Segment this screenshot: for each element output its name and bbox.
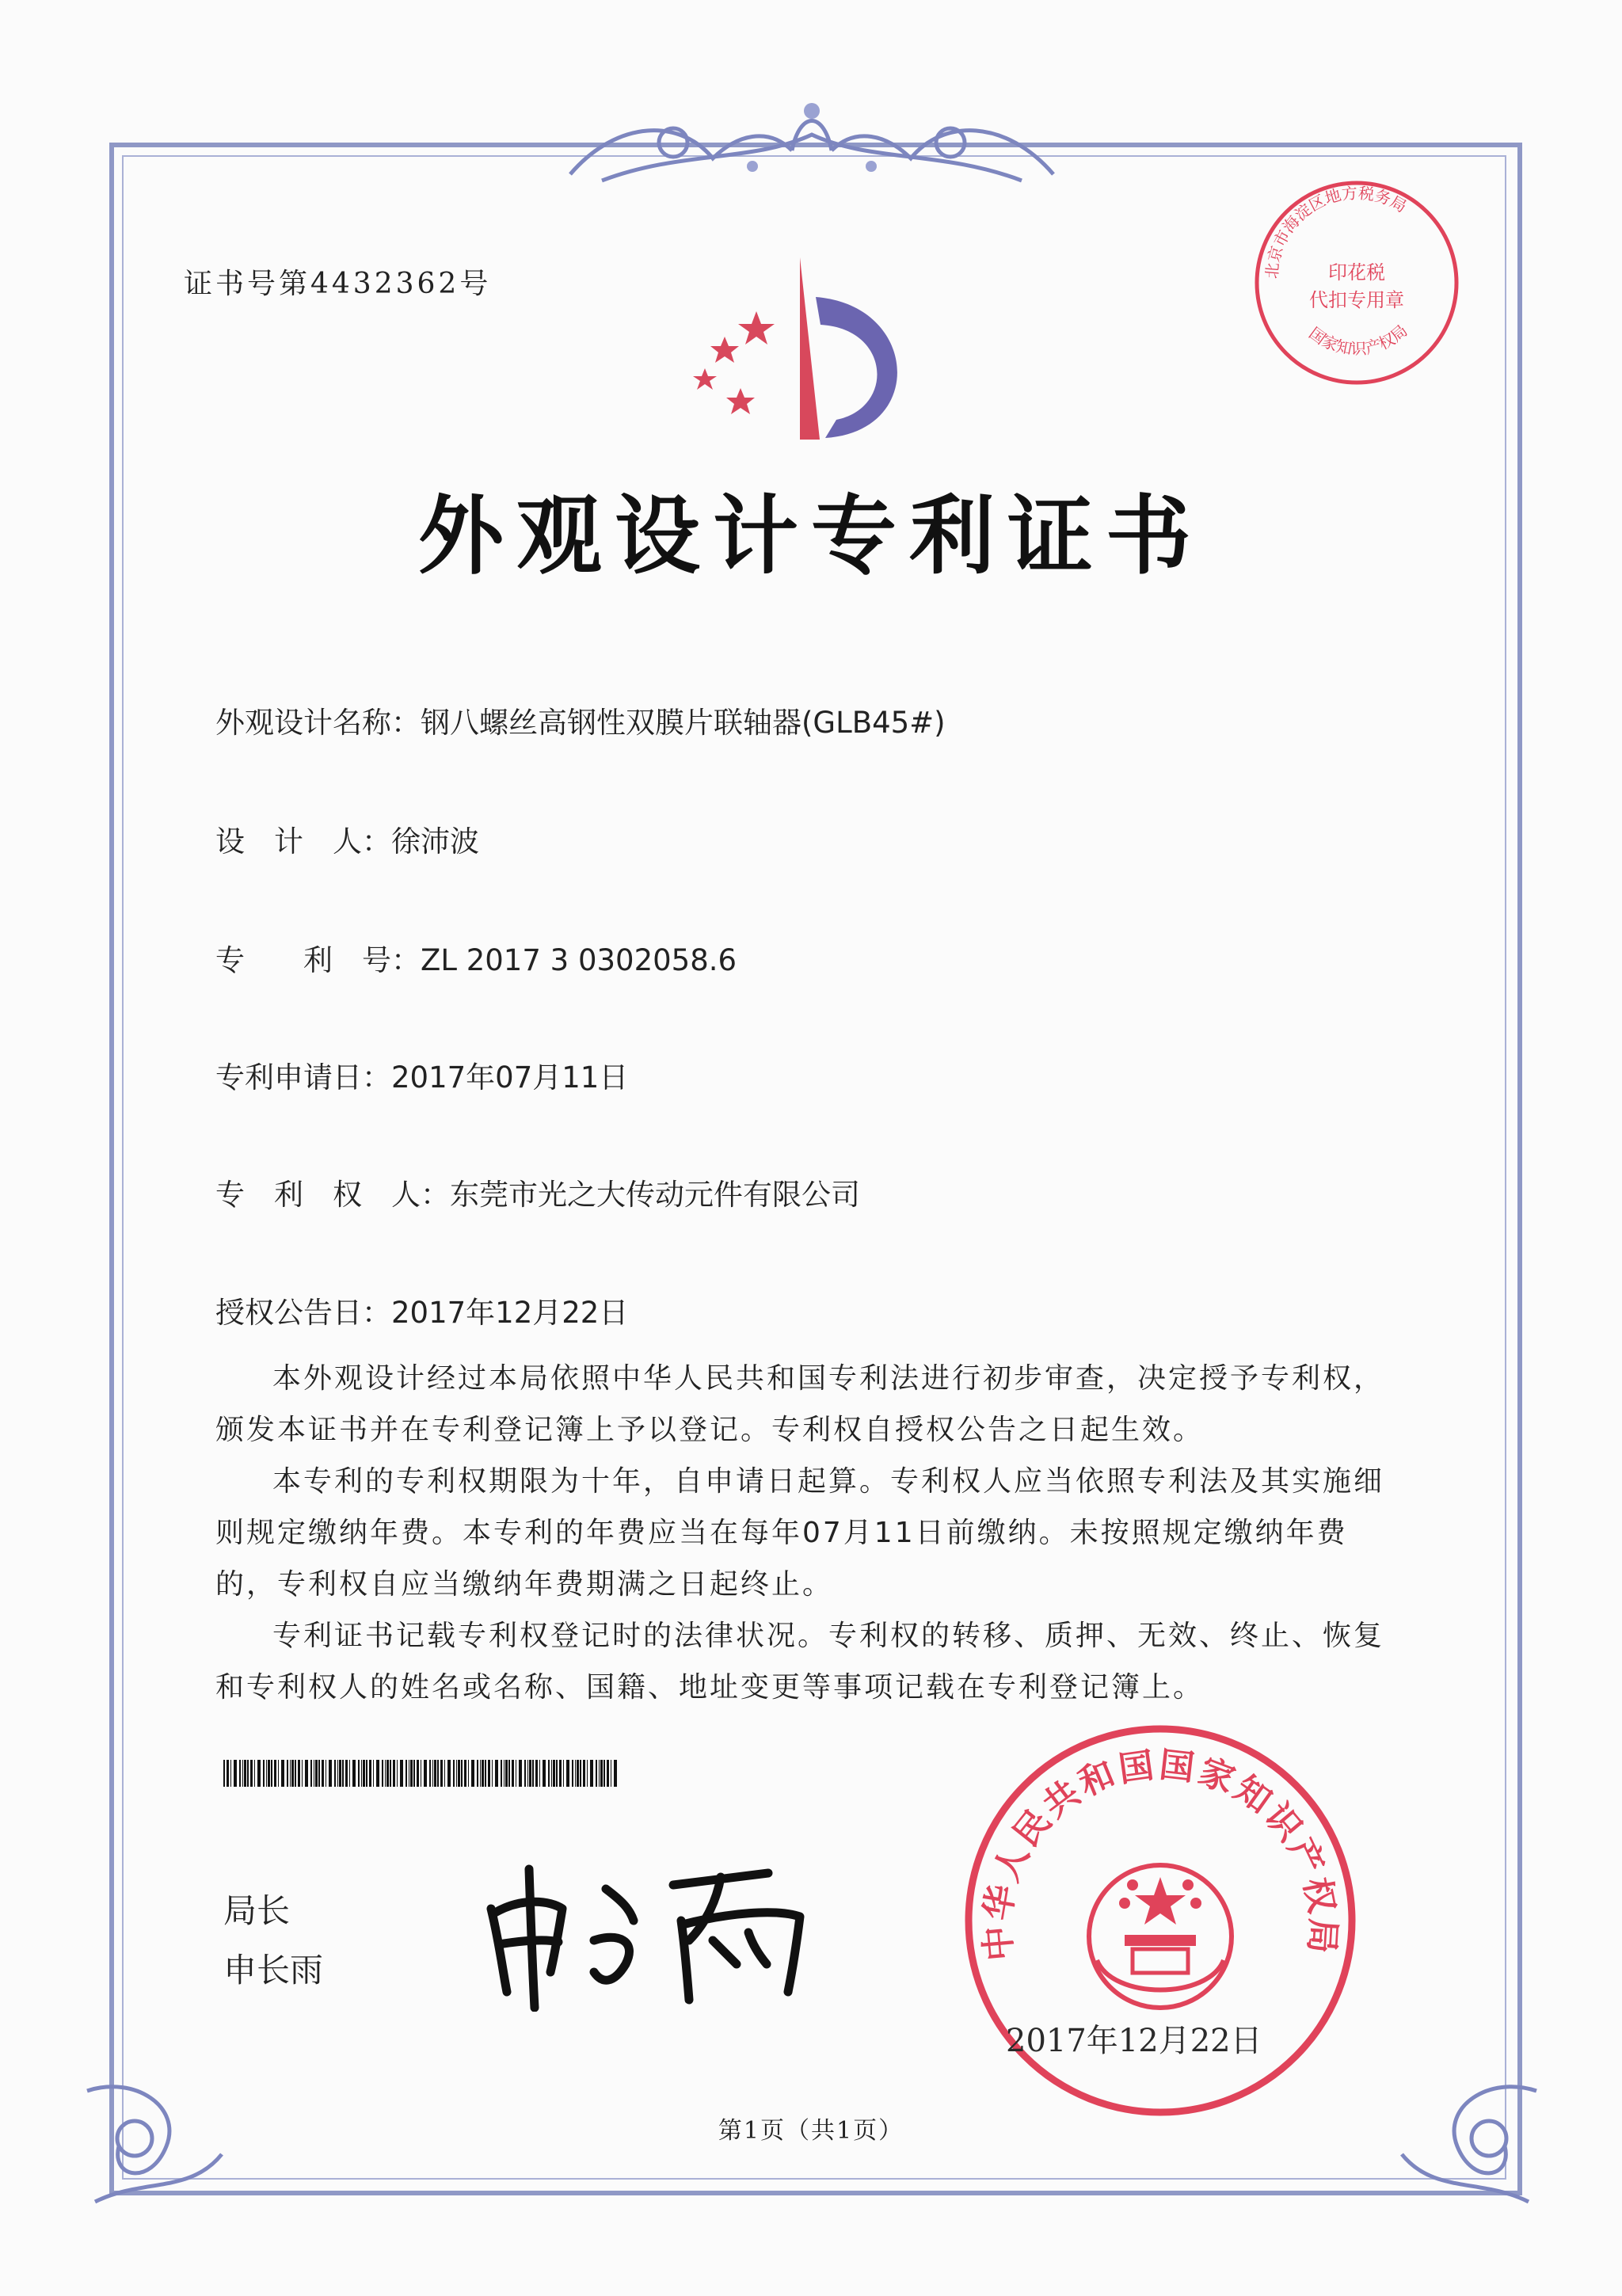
barcode-bar [553, 1760, 555, 1787]
barcode-bar [295, 1760, 296, 1787]
barcode-bar [492, 1760, 493, 1787]
certificate-title: 外观设计专利证书 [417, 487, 1204, 586]
barcode-bar [461, 1760, 463, 1787]
barcode-bar [508, 1760, 510, 1787]
barcode-bar [596, 1760, 597, 1787]
barcode-bar [337, 1760, 338, 1787]
barcode-bar [512, 1760, 514, 1787]
barcode-bar [471, 1760, 474, 1787]
application-date-value: 2017年07月11日 [391, 1060, 629, 1095]
barcode-bar [257, 1760, 261, 1787]
barcode-bar [437, 1760, 439, 1787]
patent-number-label: 专 利 号： [215, 943, 421, 977]
body-paragraph-3: 专利证书记载专利权登记时的法律状况。专利权的转移、质押、无效、终止、恢复和专利权人的姓名或名称、国籍、地址变更等事项记载在专利登记簿上。 [215, 1620, 1385, 1704]
barcode-bar [239, 1760, 241, 1787]
page-indicator: 第1页（共1页） [718, 2117, 904, 2145]
barcode-bar [322, 1760, 324, 1787]
barcode-bar [453, 1760, 455, 1787]
body-paragraph-1: 本外观设计经过本局依照中华人民共和国专利法进行初步审查，决定授予专利权，颁发本证书并在专利登记簿上予以登记。专利权自授权公告之日起生效。 [215, 1362, 1385, 1446]
barcode-bar [230, 1760, 231, 1787]
barcode-bar [376, 1760, 379, 1787]
barcode-bar [318, 1760, 320, 1787]
barcode-bar [366, 1760, 367, 1787]
barcode-bar [242, 1760, 243, 1787]
barcode-bar [263, 1760, 265, 1787]
barcode-bar [485, 1760, 486, 1787]
barcode-bar [250, 1760, 253, 1787]
tax-stamp-center-line-2: 代扣专用章 [1309, 289, 1404, 311]
barcode-bar [390, 1760, 391, 1787]
barcode-bar [302, 1760, 303, 1787]
tax-stamp-ring-text: 北京市海淀区地方税务局 [1262, 183, 1411, 280]
barcode-bar [458, 1760, 460, 1787]
tax-stamp-seal [1250, 176, 1464, 390]
barcode-bar [369, 1760, 371, 1787]
barcode-bar [572, 1760, 573, 1787]
patentee-label: 专 利 权 人： [215, 1178, 450, 1212]
barcode-bar [424, 1760, 427, 1787]
barcode-bar [413, 1760, 415, 1787]
application-date-label: 专利申请日： [215, 1060, 391, 1095]
svg-text:国家知识产权局 [1305, 321, 1411, 358]
certificate-body [215, 1353, 1403, 1713]
barcode-bar [440, 1760, 443, 1787]
certificate-number: 证书号第4432362号 [184, 268, 492, 300]
body-paragraph-2: 本专利的专利权期限为十年，自申请日起算。专利权人应当依照专利法及其实施细则规定缴纳年费。本专利的年费应当在每年07月11日前缴纳。未按照规定缴纳年费的，专利权自应当缴纳年费期满之日起终止。 [215, 1465, 1385, 1601]
barcode-bar [339, 1760, 341, 1787]
barcode-bar [599, 1760, 600, 1787]
barcode-bar [352, 1760, 356, 1787]
barcode-bar [400, 1760, 403, 1787]
barcode-bar [234, 1760, 237, 1787]
barcode-bar [266, 1760, 267, 1787]
barcode-bar [227, 1760, 229, 1787]
barcode-bar [247, 1760, 249, 1787]
top-scroll-ornament [554, 87, 1069, 190]
director-title: 局长 [223, 1891, 291, 1930]
barcode-bar [583, 1760, 585, 1787]
barcode-bar [464, 1760, 466, 1787]
design-name-field [215, 699, 946, 741]
barcode-bar [358, 1760, 360, 1787]
barcode-bar [614, 1760, 617, 1787]
barcode-bar [244, 1760, 246, 1787]
application-date-field [215, 1053, 628, 1096]
barcode-bar [287, 1760, 288, 1787]
barcode-bar [315, 1760, 318, 1787]
patentee-field [215, 1171, 860, 1213]
barcode-bar [447, 1760, 451, 1787]
barcode-bar [385, 1760, 386, 1787]
barcode-bar [397, 1760, 398, 1787]
barcode-bar [349, 1760, 350, 1787]
barcode-bar [434, 1760, 436, 1787]
barcode-bar [524, 1760, 526, 1787]
patentee-value: 东莞市光之大传动元件有限公司 [450, 1178, 860, 1212]
barcode-bar [345, 1760, 348, 1787]
barcode-bar [298, 1760, 300, 1787]
barcode-bar [417, 1760, 419, 1787]
barcode-bar [382, 1760, 383, 1787]
barcode-bar [519, 1760, 522, 1787]
barcode-bar [477, 1760, 478, 1787]
barcode-bar [501, 1760, 502, 1787]
barcode-bar [223, 1760, 225, 1787]
barcode-bar [393, 1760, 395, 1787]
barcode-bar [468, 1760, 469, 1787]
grant-date-value: 2017年12月22日 [391, 1296, 629, 1330]
barcode-bar [600, 1760, 603, 1787]
barcode-bar [543, 1760, 546, 1787]
handwritten-signature [475, 1853, 832, 2012]
barcode-bar [305, 1760, 308, 1787]
barcode-bar [271, 1760, 272, 1787]
barcode-bar [278, 1760, 279, 1787]
barcode-bar [334, 1760, 336, 1787]
designer-value: 徐沛波 [391, 824, 479, 859]
tax-stamp-bottom-text: 国家知识产权局 [1305, 321, 1411, 359]
barcode-bar [456, 1760, 457, 1787]
barcode-bar [607, 1760, 609, 1787]
barcode-bar [535, 1760, 538, 1787]
barcode-bar [281, 1760, 284, 1787]
barcode-bar [488, 1760, 490, 1787]
design-name-label: 外观设计名称： [215, 706, 421, 740]
national-emblem [1089, 1865, 1232, 2008]
barcode-bar [495, 1760, 498, 1787]
barcode-bar [539, 1760, 540, 1787]
barcode-bar [575, 1760, 576, 1787]
barcode-bar [577, 1760, 579, 1787]
barcode-bar [254, 1760, 255, 1787]
barcode-bar [361, 1760, 362, 1787]
barcode-bar [410, 1760, 413, 1787]
barcode-bar [342, 1760, 344, 1787]
barcode-bar [532, 1760, 534, 1787]
barcode-bar [505, 1760, 508, 1787]
patent-number-value: ZL 2017 3 0302058.6 [421, 943, 737, 977]
barcode-bar [406, 1760, 407, 1787]
barcode-bar [529, 1760, 531, 1787]
barcode-bar [580, 1760, 581, 1787]
patent-number-field [215, 936, 737, 979]
barcode-bar [444, 1760, 445, 1787]
barcode-bar [329, 1760, 332, 1787]
barcode-bar [429, 1760, 431, 1787]
barcode-bar [268, 1760, 270, 1787]
seal-date: 2017年12月22日 [1006, 2023, 1262, 2059]
barcode-bar [566, 1760, 569, 1787]
barcode-bar [432, 1760, 433, 1787]
grant-date-field [215, 1289, 628, 1331]
barcode-bar [587, 1760, 588, 1787]
barcode-bar [603, 1760, 605, 1787]
barcode-bar [556, 1760, 558, 1787]
seal-ring-text: 中华人民共和国国家知识产权局 [977, 1744, 1344, 1963]
barcode-bar [559, 1760, 562, 1787]
barcode-bar [482, 1760, 484, 1787]
barcode-bar [310, 1760, 312, 1787]
patent-office-emblem [681, 249, 935, 447]
barcode-bar [551, 1760, 552, 1787]
barcode-bar [386, 1760, 389, 1787]
designer-label: 设 计 人： [215, 824, 391, 859]
barcode-bar [363, 1760, 365, 1787]
barcode-bar [527, 1760, 528, 1787]
barcode-bar [548, 1760, 550, 1787]
barcode [223, 1760, 619, 1787]
barcode-bar [274, 1760, 276, 1787]
barcode-bar [291, 1760, 294, 1787]
barcode-bar [290, 1760, 291, 1787]
grant-date-label: 授权公告日： [215, 1296, 391, 1330]
design-name-value: 钢八螺丝高钢性双膜片联轴器(GLB45#) [421, 706, 946, 740]
barcode-bar [373, 1760, 374, 1787]
barcode-bar [590, 1760, 593, 1787]
designer-field [215, 817, 479, 860]
tax-stamp-center-line-1: 印花税 [1328, 261, 1385, 284]
director-name: 申长雨 [223, 1951, 324, 1989]
barcode-bar [480, 1760, 481, 1787]
barcode-bar [563, 1760, 564, 1787]
